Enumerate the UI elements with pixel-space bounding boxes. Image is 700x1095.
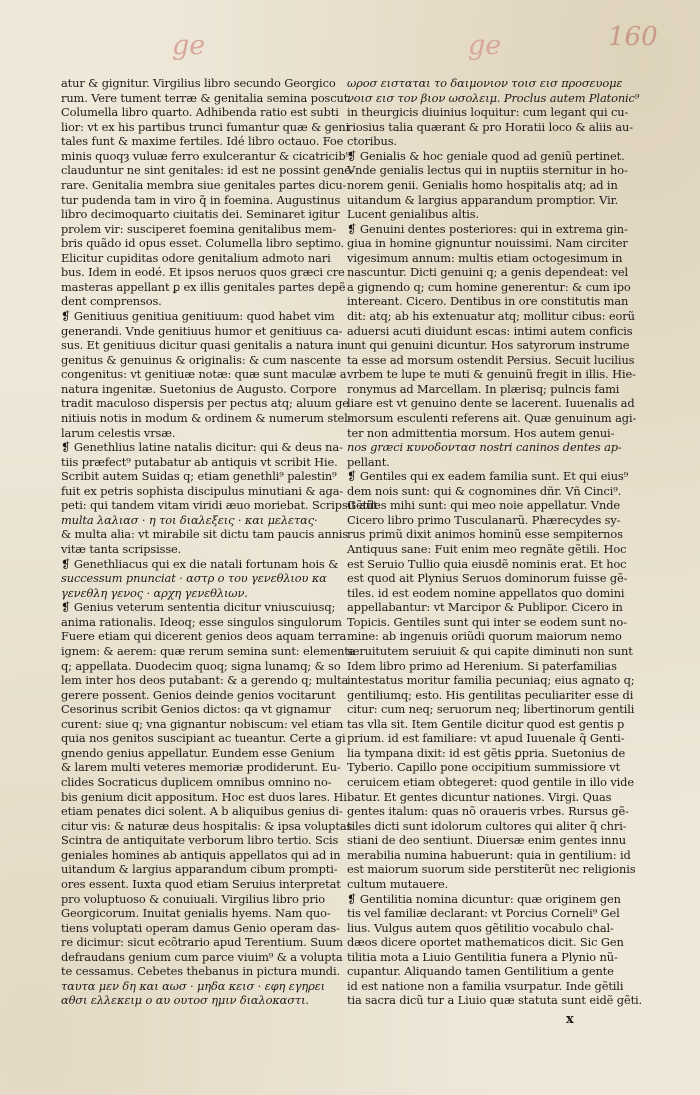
text-line: pellant. — [347, 454, 390, 469]
text-line: prium. id est familiare: vt apud Iuuenale q̃ Genti- — [347, 731, 625, 746]
text-line: a gignendo q; cum homine generentur: & cum ipo — [347, 279, 631, 294]
text-line: rare. Genitalia membra siue genitales partes dicu- — [61, 177, 347, 192]
text-line: Lucent genialibus altis. — [347, 207, 479, 222]
text-line: Elicitur cupiditas odore genitalium admoto nari — [61, 250, 331, 265]
text-line: Tyberio. Capillo pone occipitium summissiore vt — [347, 760, 621, 775]
text-line: lia tympana dixit: id est gẽtis ꝑpria. Suetonius de — [347, 745, 626, 760]
text-line: quia nos genitos suscipiant ac tueantur. Certe a gi — [61, 731, 346, 746]
text-line: citur vis: & naturæ deus hospitalis: & ipsa voluptas — [61, 818, 353, 833]
text-line: nitiuis notis in modum & ordinem & numerum stel- — [61, 410, 352, 425]
text-line: Scintra de antiquitate verborum libro tertio. Scis — [61, 833, 339, 848]
text-line: Topicis. Gentiles sunt qui inter se eodem sunt no- — [347, 614, 627, 629]
text-line: re dicimur: sicut ecõtrario apud Terentium. Suum — [61, 935, 343, 950]
text-line: bus. Idem in eodé. Et ipsos neruos quos græci cre — [61, 265, 345, 280]
text-line: ❡ Gentilitia nomina dicuntur: quæ originem gen — [347, 891, 621, 906]
text-line: riosius talia quærant & pro Horatii loco & aliis au- — [347, 119, 633, 134]
text-line: ❡ Genethlius latine natalis dicitur: qui & deus na- — [61, 440, 343, 455]
text-line: appellabantur: vt Marcipor & Publipor. Cicero in — [347, 600, 623, 615]
text-line: ter non admittentia morsum. Hos autem genui- — [347, 425, 615, 440]
text-line: gentes italum: quas nõ oraueris vrbes. Rursus gẽ- — [347, 804, 629, 819]
text-line: natura ingenitæ. Suetonius de Augusto. Corpore — [61, 381, 337, 396]
text-line: gerere possent. Genios deinde genios vocitarunt — [61, 687, 336, 702]
text-line: etiam penates dici solent. A b aliquibus genius di- — [61, 804, 343, 819]
text-line: multa λαλιασ · η τοι διαλεξεις · και μελετας· — [61, 512, 318, 527]
text-line: peti: qui tandem vitam viridi æuo moriebat. Scripsit aūt — [61, 498, 378, 513]
margin-note-center: ge — [468, 30, 502, 61]
text-line: Cesorinus scribit Genios dictos: qa vt gignamur — [61, 702, 331, 717]
text-line: generandi. Vnde genitiuus humor et genitiuus ca- — [61, 323, 343, 338]
text-line: ❡ Genethliacus qui ex die natali fortunam hois & — [61, 556, 339, 571]
text-line: cultum mutauere. — [347, 876, 449, 891]
text-line: tas vlla sit. Item Gentile dicitur quod est gentis p — [347, 716, 625, 731]
text-line: anima rationalis. Ideoq; esse singulos singulorum — [61, 614, 342, 629]
text-line: uitandum & largius apparandum promptior. Vir. — [347, 192, 619, 207]
text-line: ronymus ad Marcellam. In plærisq; pulncis fami — [347, 381, 620, 396]
text-line: & larem multi veteres memoriæ prodiderunt. Eu- — [61, 760, 341, 775]
text-line: γενεθλη γενος · αρχη γενεθλιων. — [61, 585, 248, 600]
text-line: tia sacra dicũ tur a Liuio quæ statuta sunt eidẽ gẽti. — [347, 993, 643, 1008]
text-line: minis quoqȝ vuluæ ferro exulcerantur & cicatricib⁹ — [61, 148, 350, 163]
text-line: ❡ Genialis & hoc geniale quod ad geniũ pertinet. — [347, 148, 625, 163]
text-line: bris quãdo id opus esset. Columella libro septimo. — [61, 236, 345, 251]
text-line: norem genii. Genialis homo hospitalis atq; ad in — [347, 177, 618, 192]
text-line: te cessamus. Cebetes thebanus in pictura mundi. — [61, 964, 340, 979]
text-line: αθσι ελλεκειμ ο αυ ουτοσ ημιν διαλοκαστι. — [61, 993, 309, 1008]
text-line: dit: atq; ab his extenuatur atq; mollitur cibus: eorũ — [347, 309, 635, 323]
text-line: ❡ Gentiles qui ex eadem familia sunt. Et qui eius⁹ — [347, 469, 629, 484]
text-line: est Seruio Tullio quia eiusdẽ nominis erat. Et hoc — [347, 556, 627, 571]
text-line: Idem libro primo ad Herenium. Si paterfamilias — [347, 658, 617, 673]
text-line: ❡ Genuini dentes posteriores: qui in extrema gin- — [347, 221, 628, 236]
text-line: ταυτα μεν δη και αωσ · μηδα κεισ · εφη εγηρει — [61, 978, 325, 993]
text-line: stiani de deo sentiunt. Diuersæ enim gentes innu — [347, 833, 626, 848]
text-line: uitandum & largius apparandum cibum prompti- — [61, 862, 338, 877]
text-line: citur: cum neq; seruorum neq; libertinorum gentili — [347, 702, 635, 717]
text-line: cupantur. Aliquando tamen Gentilitium a gente — [347, 964, 614, 979]
text-line: curent: siue q; vna gignantur nobiscum: vel etiam — [61, 716, 344, 731]
text-line: ta esse ad morsum ostendit Persius. Secuit lucilius — [347, 352, 635, 367]
text-line: tilitia mota a Liuio Gentilitia funera a Plynio nũ- — [347, 949, 618, 964]
text-line: tis vel familiæ declarant: vt Porcius Corneli⁹ Gel — [347, 906, 620, 921]
text-line: Scribit autem Suidas q; etiam genethli⁹ palestin⁹ — [61, 469, 337, 484]
text-line: dæos dicere oportet mathematicos dicit. Sic Gen — [347, 935, 624, 950]
text-line: bis genium dicit appositum. Hoc est duos lares. Hi — [61, 789, 347, 804]
text-line: libro decimoquarto ciuitatis dei. Seminaret igitur — [61, 207, 340, 222]
text-line: fuit ex petris sophista discipulus minutiani & aga- — [61, 483, 344, 498]
text-line: in theurgicis diuinius loquitur: cum legant qui cu- — [347, 105, 629, 120]
text-line: aduersi acuti diuidunt escas: intimi autem conficis — [347, 323, 633, 338]
text-line: Fuere etiam qui dicerent genios deos aquam terra — [61, 629, 347, 644]
text-line: Cicero libro primo Tusculanarũ. Phærecydes sy- — [347, 512, 621, 527]
text-line: Vnde genialis lectus qui in nuptiis sternitur in ho- — [347, 163, 628, 178]
text-line: batur. Et gentes dicuntur nationes. Virgi. Quas — [347, 789, 612, 804]
text-line: Georgicorum. Inuitat genialis hyems. Nam quo- — [61, 906, 331, 921]
text-line: clides Socraticus duplicem omnibus omnino no- — [61, 775, 332, 789]
text-line: ceruicem etiam obtegeret: quod gentile in illo vide — [347, 775, 634, 789]
text-line: tales funt & maxime fertiles. Idé libro octauo. Foe — [61, 134, 344, 149]
text-line: genitus & genuinus & originalis: & cum nascente — [61, 352, 341, 367]
text-line: unt qui genuini dicuntur. Hos satyrorum instrume — [347, 338, 630, 353]
text-line: dem nois sunt: qui & cognomines dñr. Vñ Cinci⁹. — [347, 483, 622, 498]
text-line: clauduntur ne sint genitales: id est ne possint gene- — [61, 163, 355, 178]
text-line: ores essent. Iuxta quod etiam Seruius interpretat — [61, 876, 341, 891]
text-line: morsum esculenti referens ait. Quæ genuinum agi- — [347, 410, 637, 425]
text-line: Antiquus sane: Fuit enim meo regnãte gẽtili. Hoc — [347, 542, 627, 556]
text-line: ❡ Genius veterum sententia dicitur vniuscuiusq; — [61, 600, 336, 615]
text-line: id est natione non a familia vsurpatur. Inde gẽtili — [347, 978, 624, 993]
text-line: defraudans genium cum parce viuim⁹ & a volupta — [61, 949, 343, 964]
text-line: tiles. id est eodem nomine appellatos quo domini — [347, 585, 625, 600]
text-line: atur & gignitur. Virgilius libro secundo Georgico — [61, 76, 336, 90]
right-column — [347, 76, 643, 1008]
text-line: congenitus: vt genitiuæ notæ: quæ sunt maculæ a — [61, 367, 347, 382]
text-line: tiens voluptati operam damus Genio operam das- — [61, 920, 340, 935]
signature-mark: x — [566, 1012, 574, 1027]
text-line: mine: ab ingenuis oriũdi quorum maiorum nemo — [347, 629, 622, 644]
text-line: q; appellata. Duodecim quoq; signa lunamq; & so — [61, 658, 341, 673]
text-line: lem inter hos deos putabant: & a gerendo q; multa — [61, 673, 349, 688]
text-line: liare est vt genuino dente se lacerent. Iuuenalis ad — [347, 396, 635, 411]
text-line: ignem: & aerem: quæ rerum semina sunt: elementa — [61, 643, 356, 658]
margin-note-left: ge — [172, 30, 206, 61]
text-line: vrbem te lupe te muti & genuinũ fregit in illis. Hie- — [347, 367, 636, 382]
text-line: tiis præfect⁹ putabatur ab antiquis vt scribit Hie. — [61, 454, 338, 469]
text-line: sus. Et genitiuus dicitur quasi genitalis a natura in — [61, 338, 348, 353]
text-line: ωροσ εισταται το δαιμονιον τοισ εισ προσευομε — [347, 76, 623, 90]
text-line: pro voluptuoso & conuiuali. Virgilius libro prio — [61, 891, 325, 906]
text-line: rus primũ dixit animos hominũ esse sempiternos — [347, 527, 623, 542]
text-line: νοισ εισ τον βιον ωσολειμ. Proclus autem Platonic⁹ — [347, 90, 640, 105]
text-line: geniales homines ab antiquis appellatos qui ad in — [61, 847, 341, 862]
text-line: nos græci κυνοδοντασ nostri caninos dentes ap- — [347, 440, 622, 455]
text-line: merabilia numina habuerunt: quia in gentilium: id — [347, 847, 631, 862]
text-line: tur pudenda tam in viro q̃ in foemina. Augustinus — [61, 192, 341, 207]
text-line: vitæ tanta scripsisse. — [61, 542, 182, 556]
text-line: lius. Vulgus autem quos gẽtilitio vocabulo chal- — [347, 920, 614, 935]
text-line: larum celestis vrsæ. — [61, 425, 176, 440]
text-line: gentiliumq; esto. His gentilitas peculiariter esse di — [347, 687, 634, 702]
text-line: giua in homine gignuntur nouissimi. Nam circiter — [347, 236, 628, 251]
text-line: masteras appellant ꝑ ex illis genitales partes depẽ — [61, 279, 346, 294]
text-line: dent comprensos. — [61, 294, 162, 309]
text-line: intereant. Cicero. Dentibus in ore constitutis man — [347, 294, 629, 309]
text-line: est maiorum suorum side perstiterũt nec religionis — [347, 862, 636, 877]
text-line: & multa alia: vt mirabile sit dictu tam paucis annis — [61, 527, 349, 542]
text-line: tiles dicti sunt idolorum cultores qui aliter q̃ chri- — [347, 818, 627, 833]
text-line: lior: vt ex his partibus trunci fumantur quæ & geni — [61, 119, 350, 134]
text-line: ctoribus. — [347, 134, 397, 149]
text-line: rum. Vere tument terræ & genitalia semina poscut. — [61, 90, 352, 105]
text-line: seruitutem seruiuit & qui capite diminuti non sunt — [347, 643, 633, 658]
text-line: tradit maculoso dispersis per pectus atq; aluum ge — [61, 396, 349, 411]
folio-number: 160 — [608, 22, 658, 52]
text-line: intestatus moritur familia pecuniaq; eius agnato q; — [347, 673, 635, 688]
text-line: Gẽtiles mihi sunt: qui meo noie appellatur. Vnde — [347, 498, 620, 513]
text-line: vigesimum annum: multis etiam octogesimum in — [347, 250, 623, 265]
text-line: ❡ Genitiuus genitiua genitiuum: quod habet vim — [61, 309, 335, 323]
text-line: prolem vir: susciperet foemina genitalibus mem- — [61, 221, 337, 236]
text-line: nascuntur. Dicti genuini q; a genis dependeat: vel — [347, 265, 629, 280]
text-line: Columella libro quarto. Adhibenda ratio est subti — [61, 105, 339, 120]
text-line: successum pnunciat · αστρ ο του γενεθλιου κα — [61, 571, 327, 586]
text-line: est quod ait Plynius Seruos dominorum fuisse gẽ- — [347, 571, 628, 586]
text-line: gnendo genius appellatur. Eundem esse Genium — [61, 745, 335, 760]
